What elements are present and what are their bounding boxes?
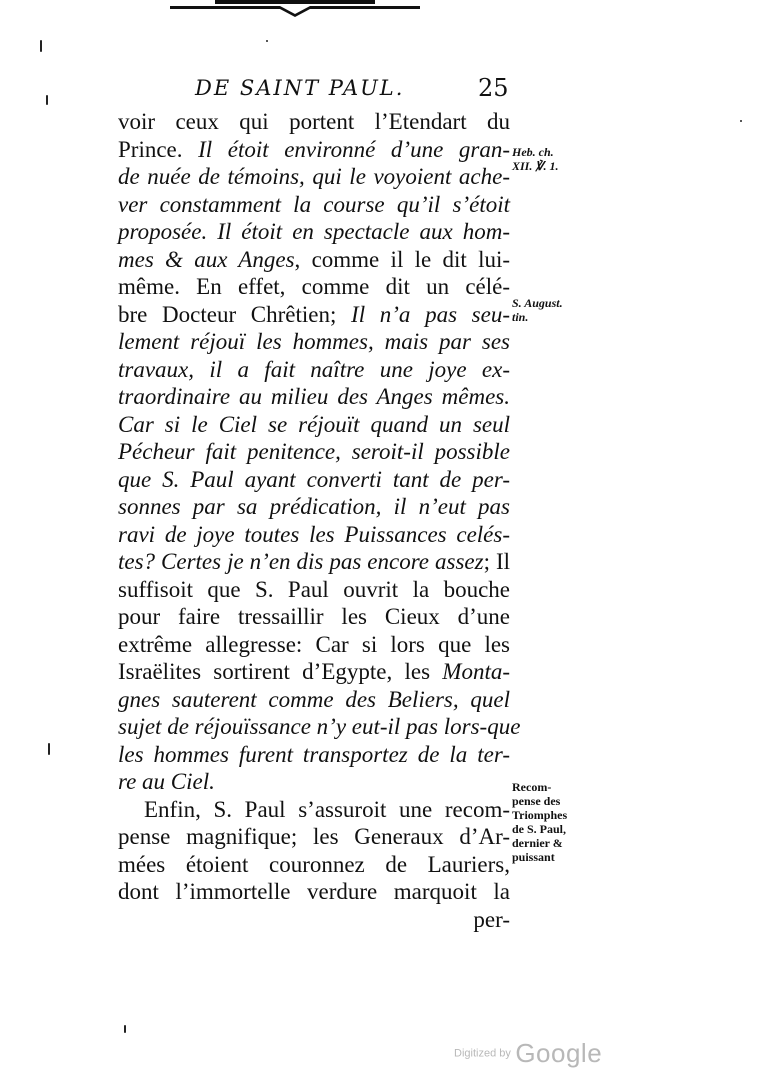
text-line [118, 548, 510, 576]
scan-speck [740, 120, 742, 122]
watermark-prefix: Digitized by [454, 1047, 511, 1060]
text-line [118, 411, 510, 439]
scan-speck [48, 743, 50, 755]
text-line [118, 438, 510, 466]
roman-run: Israëlites sortirent d’Egypte, les [118, 659, 443, 684]
scan-speck [266, 40, 268, 42]
roman-run: même. En effet, comme dit un célé- [118, 274, 510, 299]
text-line [118, 356, 510, 384]
margin-note-line: tin. [512, 310, 529, 324]
italic-run: travaux, il a fait naître une joye ex- [118, 356, 510, 382]
text-line [118, 823, 510, 851]
text-line [118, 466, 510, 494]
margin-note-line: S. August. [512, 296, 563, 310]
text-line [118, 328, 510, 356]
roman-run: Enfin, S. Paul s’assuroit une recom- [144, 796, 510, 822]
margin-note-recompense [512, 780, 567, 864]
text-line [118, 878, 510, 906]
italic-run: ver constamment la course qu’il s’étoit [118, 191, 510, 217]
italic-run: lement réjouï les hommes, mais par ses [118, 329, 510, 354]
text-line [118, 191, 510, 219]
text-line [118, 493, 510, 521]
text-line [118, 603, 510, 631]
margin-note-line: de S. Paul, [512, 822, 567, 836]
text-line [118, 713, 521, 741]
margin-note-line: pense des [512, 794, 561, 808]
text-line [118, 741, 510, 769]
italic-run: re au Ciel. [118, 769, 215, 794]
italic-run: que S. Paul ayant converti tant de per- [118, 466, 510, 492]
text-line [118, 246, 510, 274]
text-line [118, 631, 510, 659]
text-line [118, 906, 510, 934]
roman-run: pense magnifique; les Generaux d’Ar- [118, 824, 510, 849]
italic-run: les hommes furent transportez de la ter- [118, 741, 510, 767]
italic-run: ravi de joye toutes les Puissances celés- [118, 521, 510, 547]
margin-note-line: XII. ℣. 1. [512, 159, 559, 173]
digitized-watermark [454, 1038, 602, 1069]
text-line [118, 273, 510, 301]
italic-run: proposée. Il étoit en spectacle aux hom- [118, 219, 510, 244]
running-head: DE SAINT PAUL. [195, 76, 405, 100]
text-line [118, 796, 510, 824]
roman-run: voir ceux qui portent l’Etendart du [118, 109, 510, 134]
roman-run: per- [473, 906, 510, 932]
italic-run: traordinaire au milieu des Anges mêmes. [118, 384, 510, 409]
text-line [118, 301, 510, 329]
text-line [118, 576, 510, 604]
italic-run: Il étoit environné d’une gran- [198, 136, 510, 162]
text-line [118, 851, 510, 879]
italic-run: Il n’a pas seu- [351, 301, 511, 327]
roman-run: Prince. [118, 136, 199, 162]
roman-run: , comme il le dit lui- [294, 246, 511, 272]
italic-run: gnes sauterent comme des Beliers, quel [118, 686, 510, 712]
text-line [118, 108, 510, 136]
roman-run: bre Docteur Chrêtien; [118, 301, 352, 327]
margin-note-line: Heb. ch. [512, 145, 554, 159]
italic-run: de nuée de témoins, qui le voyoient ache- [118, 164, 510, 189]
italic-run: sujet de réjouïssance n’y eut-il pas lors-que [118, 714, 521, 739]
header-ornament [170, 0, 420, 20]
roman-run: suffisoit que S. Paul ouvrit la bouche [118, 576, 510, 602]
text-line [118, 218, 510, 246]
roman-run: extrême allegresse: Car si lors que les [118, 631, 510, 657]
text-line [118, 383, 510, 411]
text-line [118, 686, 510, 714]
margin-note-line: Recom- [512, 780, 552, 794]
text-line [118, 136, 510, 164]
margin-note-augustin [512, 296, 563, 324]
scan-speck [40, 40, 42, 52]
scan-speck [46, 95, 48, 105]
italic-run: mes & aux Anges [118, 246, 295, 272]
text-line [118, 768, 510, 796]
roman-run: mées étoient couronnez de Lauriers, [118, 851, 510, 877]
scan-speck [124, 1025, 126, 1033]
italic-run: tes? Certes je n’en dis pas encore assez [118, 549, 484, 574]
text-line [118, 521, 510, 549]
margin-note-hebrews [512, 145, 559, 173]
italic-run: Monta- [442, 659, 510, 684]
italic-run: Car si le Ciel se réjouït quand un seul [118, 411, 510, 437]
google-logo: Google [515, 1038, 603, 1068]
margin-note-line: puissant [512, 850, 555, 864]
page-number: 25 [478, 74, 509, 102]
margin-note-line: Triomphes [512, 808, 568, 822]
roman-run: pour faire tressaillir les Cieux d’une [118, 604, 510, 629]
italic-run: Pécheur fait penitence, seroit-il possible [118, 439, 510, 464]
margin-note-line: dernier & [512, 836, 563, 850]
text-line [118, 163, 510, 191]
roman-run: dont l’immortelle verdure marquoit la [118, 879, 510, 904]
roman-run: ; Il [483, 549, 510, 574]
italic-run: sonnes par sa prédication, il n’eut pas [118, 494, 510, 519]
text-line [118, 658, 510, 686]
